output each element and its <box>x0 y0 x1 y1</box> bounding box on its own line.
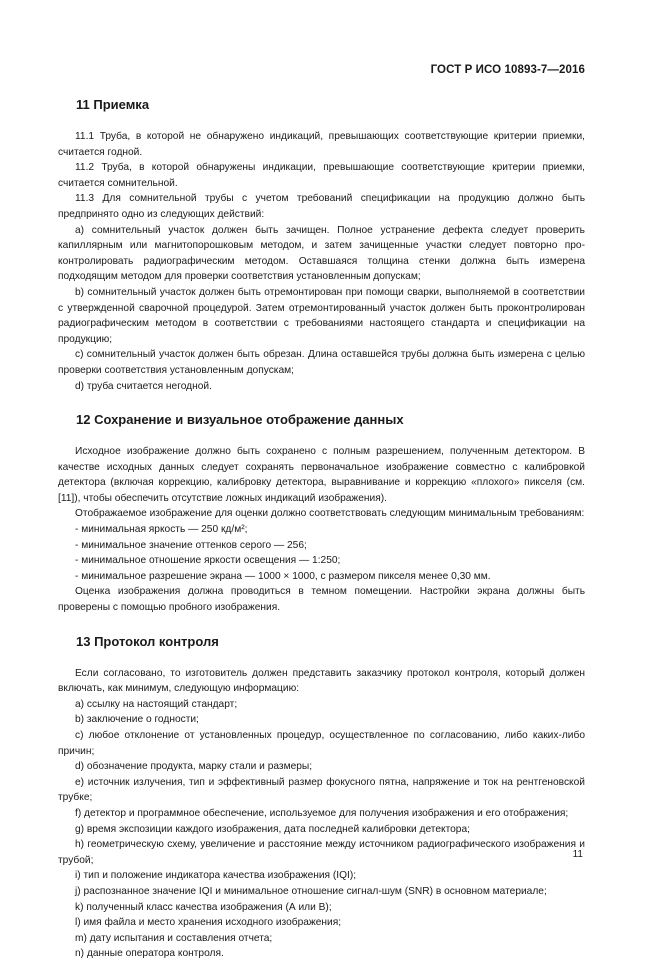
paragraph: 11.2 Труба, в которой обнаружены индикации, превышающие соответствующие критерии приемки, считается сомнительной. <box>58 162 585 189</box>
paragraph: 11.3 Для сомнительной трубы с учетом требований спецификации на продукцию должно быть предпринято одно из следующих действий: <box>58 193 585 220</box>
list-item: e) источник излучения, тип и эффективный размер фокусного пятна, напряжение и ток на рентгеновской трубке; <box>58 776 585 804</box>
list-item: j) распознанное значение IQI и минимальное отношение сигнал-шум (SNR) в основном материале; <box>75 885 547 897</box>
list-item: m) дату испытания и составления отчета; <box>75 932 273 944</box>
list-item: c) сомнительный участок должен быть обрезан. Длина оставшейся трубы должна быть измерена с целью проверки соответствия установленным допускам; <box>58 349 585 376</box>
section-13-body <box>58 666 585 962</box>
list-item: k) полученный класс качества изображения (А или В); <box>75 901 332 913</box>
section-11-title: 11 Приемка <box>76 97 150 112</box>
paragraph: Оценка изображения должна проводиться в темном помещении. Настройки экрана должны быть проверены с помощью пробного изображения. <box>58 586 585 614</box>
page-number: 11 <box>572 849 583 860</box>
section-12-title: 12 Сохранение и визуальное отображение данных <box>76 412 404 428</box>
paragraph: Исходное изображение должно быть сохранено с полным разрешением, полученным детектором. В качестве исходных данных следует сохранять первоначальное изображение совместно с калибровкой детектора (включая коррекцию, калибровку детектора, выравнивание и коррекцию «плохого» пикселя (см. [11]), чтобы обеспечить отсутствие ложных индикаций изображения). <box>58 446 585 504</box>
list-item: f) детектор и программное обеспечение, используемое для получения изображения и его отображения; <box>75 807 569 819</box>
list-item: d) труба считается негодной. <box>75 380 212 392</box>
list-item: n) данные оператора контроля. <box>75 948 224 960</box>
page-content <box>58 92 585 962</box>
list-item: l) имя файла и место хранения исходного изображения; <box>75 917 342 929</box>
section-12-body <box>58 444 585 616</box>
list-item: - минимальное значение оттенков серого — 256; <box>75 539 307 551</box>
list-item: a) сомнительный участок должен быть зачищен. Полное устранение дефекта следует проверить капиллярным или магнитопорошковым методом, и затем зачищенные участки следует повторно проконтролировать радиографическим методом. Оставшаяся толщина стенки должна быть измерена подходящим методом для проверки соответствия установленным допускам; <box>58 224 585 283</box>
list-item: h) геометрическую схему, увеличение и расстояние между источником радиографического изображения и трубой; <box>58 839 585 866</box>
list-item: b) сомнительный участок должен быть отремонтирован при помощи сварки, выполняемой в соответствии с утвержденной сварочной процедурой. Затем отремонтированный участок должен быть проконтролирован радиографическим методом в соответствии с требованиями настоящего стандарта и спецификации на продукцию; <box>58 286 585 345</box>
section-11-body <box>58 129 585 394</box>
section-13-title: 13 Протокол контроля <box>76 633 219 649</box>
list-item: - минимальная яркость — 250 кд/м²; <box>75 524 248 536</box>
list-item: c) любое отклонение от установленных процедур, осуществленное по согласованию, либо каких-либо причин; <box>58 730 585 757</box>
list-item: g) время экспозиции каждого изображения, дата последней калибровки детектора; <box>75 823 470 835</box>
paragraph: Отображаемое изображение для оценки должно соответствовать следующим минимальным требованиям: <box>75 508 585 520</box>
list-item: i) тип и положение индикатора качества изображения (IQI); <box>75 870 357 882</box>
list-item: a) ссылку на настоящий стандарт; <box>75 698 238 710</box>
standard-header: ГОСТ Р ИСО 10893-7—2016 <box>430 64 585 76</box>
list-item: - минимальное отношение яркости освещения — 1:250; <box>75 555 341 567</box>
list-item: d) обозначение продукта, марку стали и размеры; <box>75 761 313 773</box>
list-item: - минимальное разрешение экрана — 1000 × 1000, с размером пикселя менее 0,30 мм. <box>75 570 491 582</box>
paragraph: 11.1 Труба, в которой не обнаружено индикаций, превышающих соответствующие критерии приемки, считается годной. <box>58 131 585 158</box>
list-item: b) заключение о годности; <box>75 714 199 726</box>
paragraph: Если согласовано, то изготовитель должен представить заказчику протокол контроля, который должен включать, как минимум, следующую информацию: <box>58 667 585 695</box>
